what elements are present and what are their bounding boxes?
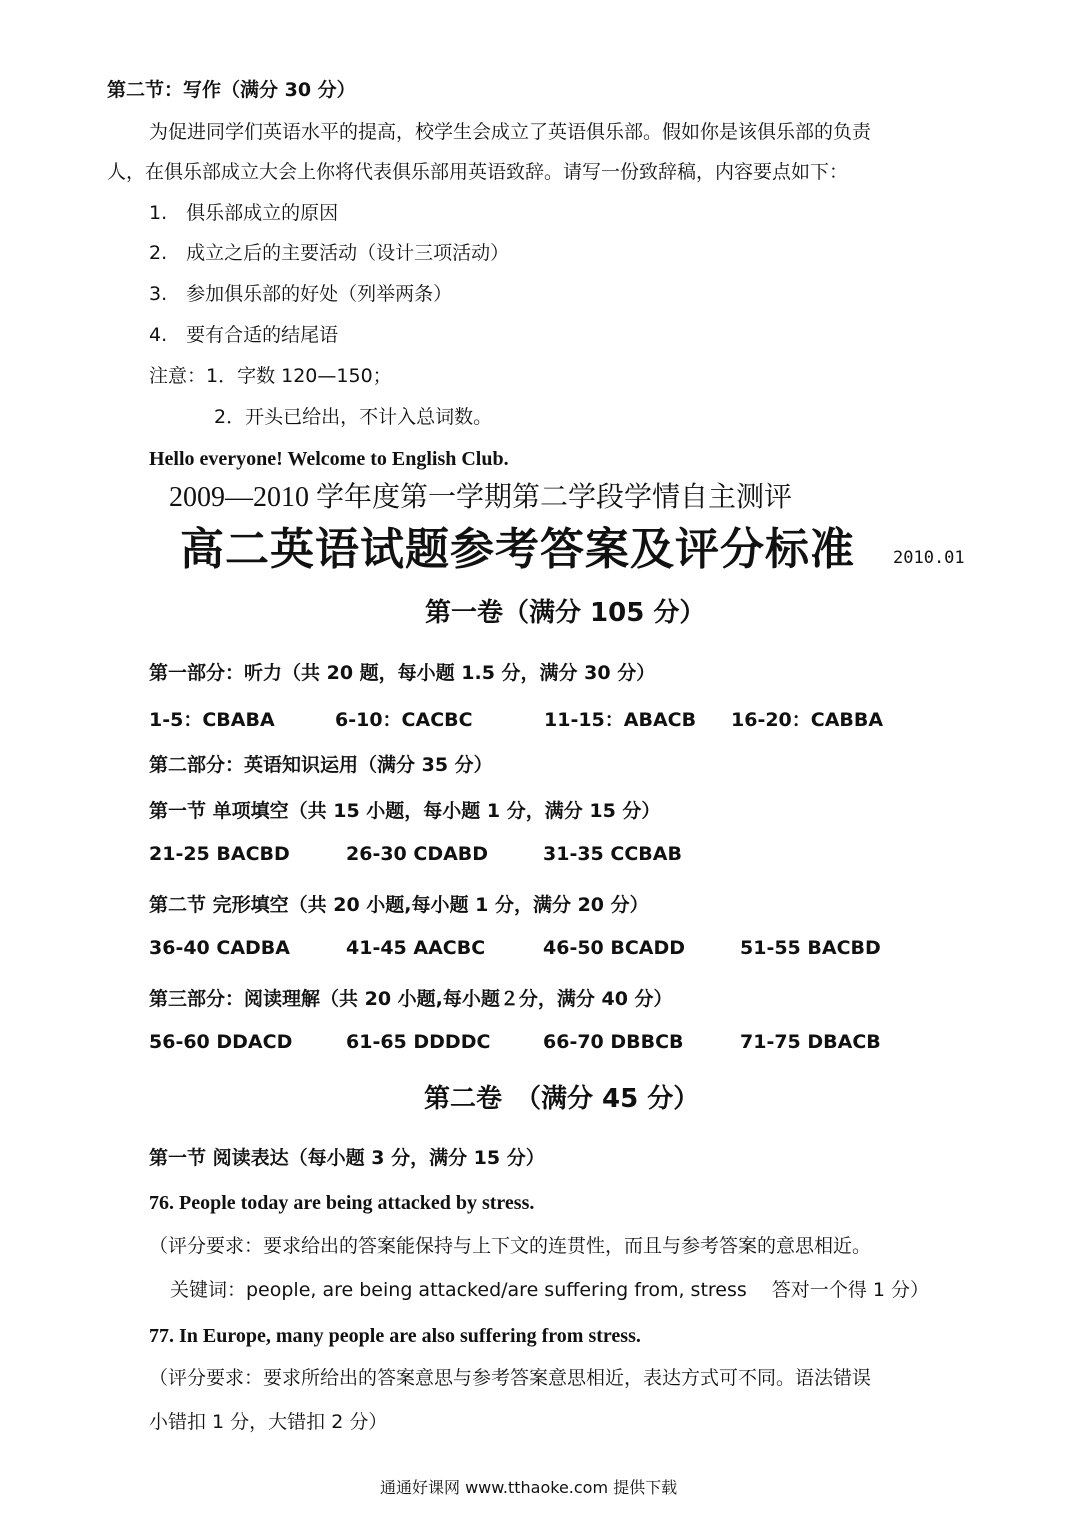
writing-heading: 第二节：写作（满分 30 分） bbox=[107, 79, 356, 101]
section-2-answers-row bbox=[0, 939, 1087, 963]
writing-note-1: 注意：1．字数 120—150； bbox=[149, 365, 392, 387]
answer-group: 56-60 DDACD bbox=[149, 1031, 293, 1053]
question-77: 77. In Europe, many people are also suffering from stress. bbox=[149, 1325, 641, 1347]
part-3-answers-row bbox=[0, 1033, 1087, 1057]
answer-group: 16-20：CABBA bbox=[731, 709, 884, 731]
answer-group: 46-50 BCADD bbox=[543, 937, 686, 959]
answer-group: 61-65 DDDDC bbox=[346, 1031, 491, 1053]
answer-key-date: 2010.01 bbox=[893, 548, 965, 568]
answer-key-title: 高二英语试题参考答案及评分标准 bbox=[180, 524, 855, 575]
answer-group: 26-30 CDABD bbox=[346, 843, 489, 865]
volume-1-title: 第一卷（满分 105 分） bbox=[425, 598, 706, 628]
section-2-heading: 第二节 完形填空（共 20 小题,每小题 1 分，满分 20 分） bbox=[149, 894, 649, 916]
writing-prompt-line-1: 为促进同学们英语水平的提高，校学生会成立了英语俱乐部。假如你是该俱乐部的负责 bbox=[149, 121, 872, 143]
part-2-heading: 第二部分：英语知识运用（满分 35 分） bbox=[149, 754, 493, 776]
answer-group: 71-75 DBACB bbox=[740, 1031, 881, 1053]
q77-criteria-line-1: （评分要求：要求所给出的答案意思与参考答案意思相近，表达方式可不同。语法错误 bbox=[149, 1367, 872, 1389]
page-footer: 通通好课网 www.tthaoke.com 提供下载 bbox=[380, 1478, 678, 1497]
volume-2-title: 第二卷 （满分 45 分） bbox=[424, 1084, 700, 1114]
answer-group: 21-25 BACBD bbox=[149, 843, 290, 865]
question-76: 76. People today are being attacked by stress. bbox=[149, 1192, 535, 1214]
writing-point-2: 2. 成立之后的主要活动（设计三项活动） bbox=[149, 242, 510, 264]
answer-group: 36-40 CADBA bbox=[149, 937, 290, 959]
part-1-answers-row bbox=[0, 711, 1087, 735]
section-1-answers-row bbox=[0, 845, 1087, 869]
q76-criteria-line-2: 关键词：people, are being attacked/are suffering from, stress 答对一个得 1 分） bbox=[170, 1279, 929, 1301]
answer-group: 1-5：CBABA bbox=[149, 709, 275, 731]
writing-note-2: 2．开头已给出，不计入总词数。 bbox=[214, 406, 493, 428]
answer-group: 6-10：CACBC bbox=[335, 709, 473, 731]
answer-group: 66-70 DBBCB bbox=[543, 1031, 684, 1053]
answer-group: 41-45 AACBC bbox=[346, 937, 486, 959]
part-1-heading: 第一部分：听力（共 20 题，每小题 1.5 分，满分 30 分） bbox=[149, 662, 656, 684]
part-3-heading: 第三部分：阅读理解（共 20 小题,每小题２分，满分 40 分） bbox=[149, 988, 673, 1010]
writing-point-3: 3. 参加俱乐部的好处（列举两条） bbox=[149, 283, 453, 305]
q77-criteria-line-2: 小错扣 1 分，大错扣 2 分） bbox=[149, 1411, 388, 1433]
q76-criteria-line-1: （评分要求：要求给出的答案能保持与上下文的连贯性，而且与参考答案的意思相近。 bbox=[149, 1235, 872, 1257]
writing-point-1: 1. 俱乐部成立的原因 bbox=[149, 202, 339, 224]
section-1-heading: 第一节 单项填空（共 15 小题，每小题 1 分，满分 15 分） bbox=[149, 800, 661, 822]
answer-group: 51-55 BACBD bbox=[740, 937, 881, 959]
writing-point-4: 4. 要有合适的结尾语 bbox=[149, 324, 339, 346]
answer-group: 11-15：ABACB bbox=[544, 709, 697, 731]
v2-section-1-heading: 第一节 阅读表达（每小题 3 分，满分 15 分） bbox=[149, 1147, 545, 1169]
writing-prompt-line-2: 人，在俱乐部成立大会上你将代表俱乐部用英语致辞。请写一份致辞稿，内容要点如下： bbox=[107, 161, 849, 183]
writing-opening: Hello everyone! Welcome to English Club. bbox=[149, 448, 509, 470]
answer-key-subtitle: 2009—2010 学年度第一学期第二学段学情自主测评 bbox=[169, 482, 793, 513]
answer-group: 31-35 CCBAB bbox=[543, 843, 682, 865]
